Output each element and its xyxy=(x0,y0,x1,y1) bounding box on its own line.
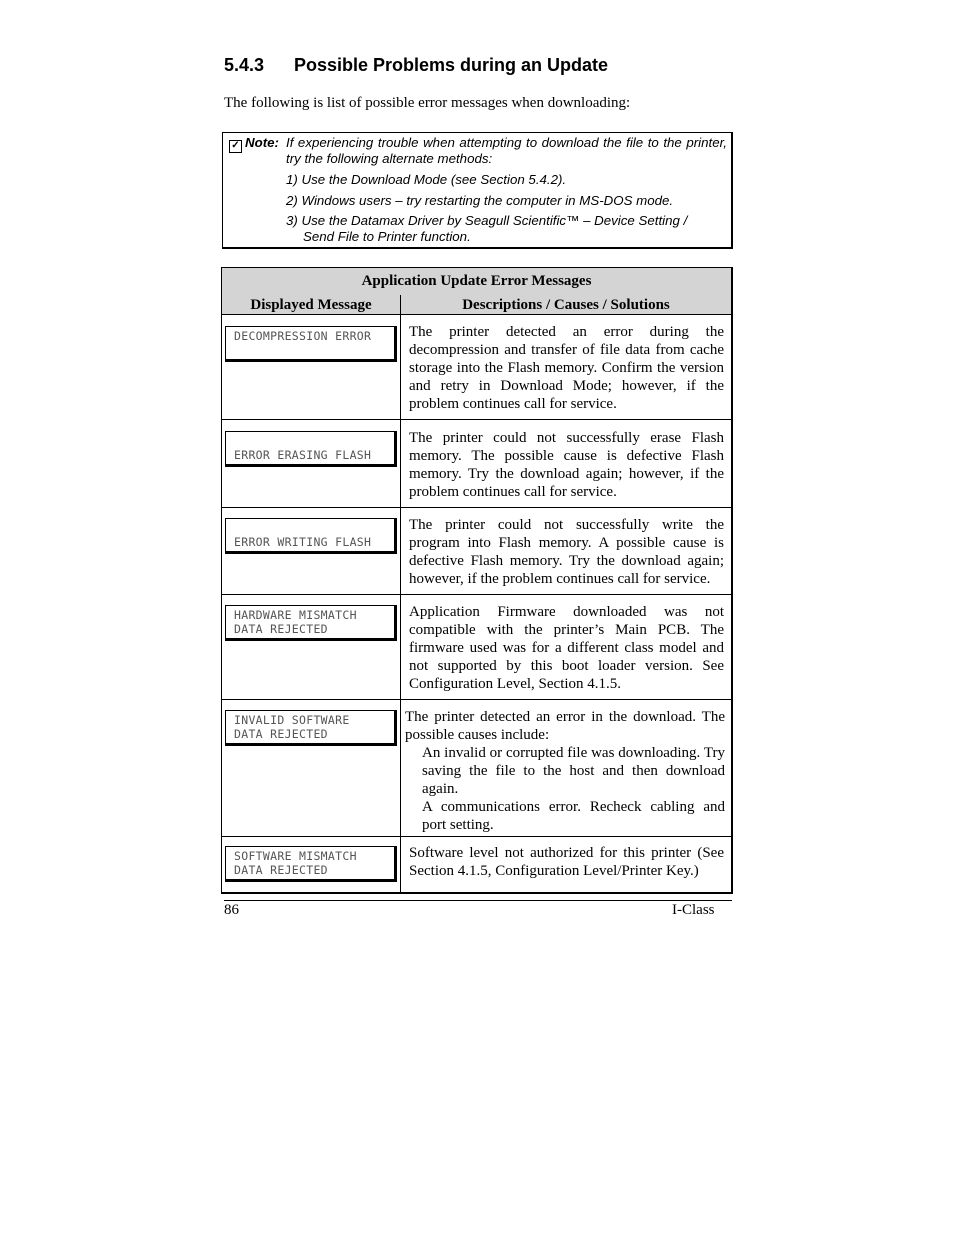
table-row xyxy=(222,315,731,420)
section-title: Possible Problems during an Update xyxy=(294,55,609,75)
table-row xyxy=(222,508,731,595)
table-row xyxy=(222,700,731,837)
lcd-display: INVALID SOFTWARE DATA REJECTED xyxy=(225,710,397,746)
note-text: If experiencing trouble when attempting to download the file to the printer, try the following alternate methods: xyxy=(286,135,727,166)
lcd-display: HARDWARE MISMATCH DATA REJECTED xyxy=(225,605,397,641)
section-heading xyxy=(224,55,608,76)
note-item-2: 2) Windows users – try restarting the computer in MS-DOS mode. xyxy=(286,193,674,208)
note-label: ✓ Note: xyxy=(229,135,279,152)
column-header-descriptions: Descriptions / Causes / Solutions xyxy=(462,297,670,313)
lcd-display: SOFTWARE MISMATCH DATA REJECTED xyxy=(225,846,397,882)
table-row xyxy=(222,595,731,700)
table-header xyxy=(222,268,731,315)
footer-rule xyxy=(224,900,732,901)
table-row xyxy=(222,420,731,508)
cause-item: A communications error. Recheck cabling and port setting. xyxy=(422,799,725,833)
row-description: The printer detected an error in the download. The possible causes include: An invalid or corrupted file was downloading. Try saving the file to the host and then download again. A communications error. Recheck cabling and port setting. xyxy=(405,709,725,833)
note-item-3: 3) Use the Datamax Driver by Seagull Scientific™ – Device Setting / Send File to Printer function. xyxy=(286,213,688,244)
product-name: I-Class xyxy=(672,902,715,918)
page-number: 86 xyxy=(224,902,239,918)
lcd-display: DECOMPRESSION ERROR xyxy=(225,326,397,362)
lcd-display: ERROR WRITING FLASH xyxy=(225,518,397,554)
row-description: The printer could not successfully erase Flash memory. The possible cause is defective Flash memory. Try the download again; however, if the problem continues call for service. xyxy=(409,430,724,500)
row-description: The printer detected an error during the decompression and transfer of file data from cache storage into the Flash memory. Confirm the version and retry in Download Mode; however, if the problem continues call for service. xyxy=(409,324,724,412)
intro-paragraph: The following is list of possible error messages when downloading: xyxy=(224,95,631,111)
note-box xyxy=(222,132,733,249)
error-messages-table xyxy=(221,267,733,894)
row-description: The printer could not successfully write the program into Flash memory. A possible cause is defective Flash memory. Try the download again; however, if the problem continues call for service. xyxy=(409,517,724,587)
table-title: Application Update Error Messages xyxy=(361,273,592,289)
lcd-display: ERROR ERASING FLASH xyxy=(225,431,397,467)
checkbox-icon: ✓ xyxy=(229,140,242,153)
note-item-1: 1) Use the Download Mode (see Section 5.4.2). xyxy=(286,172,567,187)
row-description: Application Firmware downloaded was not compatible with the printer’s Main PCB. The firmware used was for a different class model and not supported by this boot loader version. See Configuration Level, Section 4.1.5. xyxy=(409,604,724,692)
table-row xyxy=(222,837,731,892)
section-number: 5.4.3 xyxy=(224,55,265,75)
column-header-displayed-message: Displayed Message xyxy=(250,297,372,313)
cause-item: An invalid or corrupted file was downloading. Try saving the file to the host and then download again. xyxy=(422,745,725,797)
row-description: Software level not authorized for this printer (See Section 4.1.5, Configuration Level/Printer Key.) xyxy=(409,845,724,879)
